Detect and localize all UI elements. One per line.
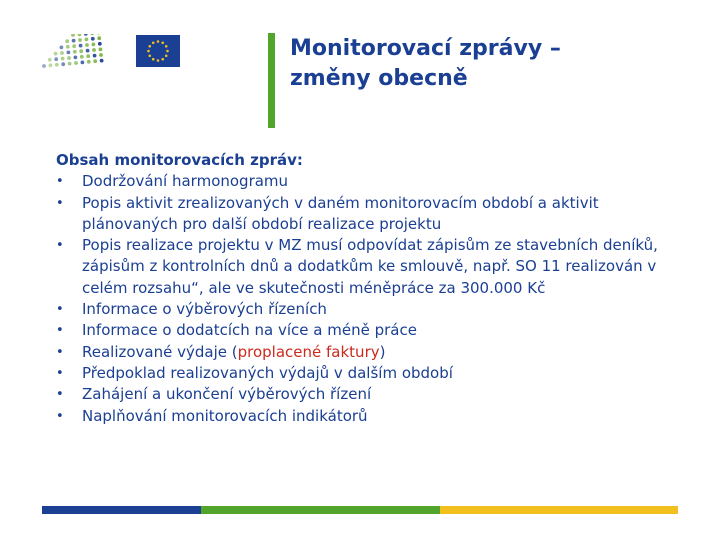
list-item (56, 193, 686, 236)
title-accent-bar (268, 33, 275, 128)
eu-star (166, 50, 169, 53)
bullet-icon: • (56, 408, 64, 424)
list-item-text: Popis aktivit zrealizovaných v daném monitorovacím období a aktivit plánovaných pro další období realizace projektu (82, 193, 599, 233)
logo-dot (99, 48, 103, 52)
logo-dot (93, 54, 97, 58)
footer-stripe-green (201, 506, 440, 514)
logo-dot (42, 64, 46, 68)
eu-flag-icon (136, 35, 180, 67)
bullet-icon: • (56, 302, 64, 318)
eu-star (148, 54, 151, 57)
logo-dot (65, 39, 69, 43)
logo-dot (78, 34, 82, 36)
list-item-text: Popis realizace projektu v MZ musí odpovídat zápisům ze stavebních deníků, zápisům z kontrolních dnů a dodatkům ke smlouvě, např. SO 11 realizován v celém rozsahu“, ale ve skutečnosti méněpráce za 300.000 Kč (82, 236, 658, 297)
logo-dot (72, 39, 76, 43)
logo-dot (78, 38, 82, 42)
logo-dot (86, 54, 90, 58)
logo-dot (68, 62, 72, 66)
logo-dot (80, 55, 84, 59)
list-item-highlight: proplacené faktury (237, 342, 380, 361)
list-item-text: Informace o dodatcích na více a méně práce (82, 321, 417, 340)
logo-dot (55, 63, 59, 67)
footer-stripe (42, 506, 678, 514)
list-item (56, 363, 686, 384)
logo-dot (79, 49, 83, 53)
logo-dot (73, 50, 77, 54)
logo-dot (86, 49, 90, 53)
footer-stripe-yellow (440, 506, 679, 514)
logo-dot (61, 62, 65, 66)
logo-dot (87, 60, 91, 64)
logo-dot (74, 61, 78, 65)
eu-star (157, 40, 160, 43)
logo-dot (92, 43, 96, 47)
list-item (56, 406, 686, 427)
logo-dot (93, 59, 97, 63)
eu-star (165, 54, 168, 57)
logo-dot (66, 45, 70, 49)
title-line-1: Monitorovací zprávy – (290, 36, 561, 61)
list-item (56, 235, 686, 299)
list-item-text: Informace o výběrových řízeních (82, 300, 327, 319)
bullet-icon: • (56, 195, 64, 211)
eu-star (165, 45, 168, 48)
list-item (56, 171, 686, 192)
footer-stripe-blue (42, 506, 201, 514)
logo-dot (81, 61, 85, 65)
logo-dot (54, 52, 58, 56)
bullet-icon: • (56, 365, 64, 381)
page-title (290, 34, 690, 94)
logo-dot (99, 53, 103, 57)
bullet-icon: • (56, 174, 64, 190)
eu-star (157, 59, 160, 62)
content-heading: Obsah monitorovacích zpráv: (56, 151, 303, 169)
eu-star (152, 41, 155, 44)
logo-dot (97, 36, 101, 40)
logo-dot (90, 34, 94, 35)
list-item-text: Předpoklad realizovaných výdajů v dalším období (82, 363, 453, 382)
title-line-2: změny obecně (290, 66, 468, 91)
dotted-wing-logo-icon (40, 34, 108, 70)
bullet-icon: • (56, 344, 64, 360)
logo-dot (67, 56, 71, 60)
logo-dot (49, 64, 53, 68)
logo-dot (85, 43, 89, 47)
eu-star (161, 58, 164, 61)
logo-dot (60, 51, 64, 55)
logo-dot (98, 42, 102, 46)
list-item (56, 320, 686, 341)
eu-star (152, 58, 155, 61)
content-body (56, 150, 686, 427)
logo-dot (48, 58, 52, 62)
eu-star (148, 45, 151, 48)
bullet-list (56, 171, 686, 427)
list-item (56, 299, 686, 320)
logo-dot (54, 57, 58, 61)
bullet-icon: • (56, 238, 64, 254)
logo-dot (97, 34, 101, 35)
logo-dot (74, 56, 78, 60)
logo-dot (60, 46, 64, 50)
list-item-text-after: ) (379, 342, 386, 361)
eu-star (147, 50, 150, 53)
logo-dot (84, 34, 88, 36)
list-item (56, 342, 686, 363)
eu-star (161, 41, 164, 44)
logo-dot (67, 51, 71, 55)
bullet-icon: • (56, 387, 64, 403)
logo-dot (61, 57, 65, 61)
logo-dot (92, 48, 96, 52)
logo-dot (71, 34, 75, 37)
list-item-text: Dodržování harmonogramu (82, 172, 289, 191)
logo-dot (85, 38, 89, 42)
list-item (56, 384, 686, 405)
list-item-text: Naplňování monitorovacích indikátorů (82, 406, 368, 425)
logo-dot (79, 44, 83, 48)
logo-dot (91, 37, 95, 41)
list-item-text-before: Realizované výdaje ( (82, 342, 238, 361)
logo-dot (100, 59, 104, 63)
list-item-text: Zahájení a ukončení výběrových řízení (82, 385, 372, 404)
bullet-icon: • (56, 323, 64, 339)
logo-dot (72, 44, 76, 48)
